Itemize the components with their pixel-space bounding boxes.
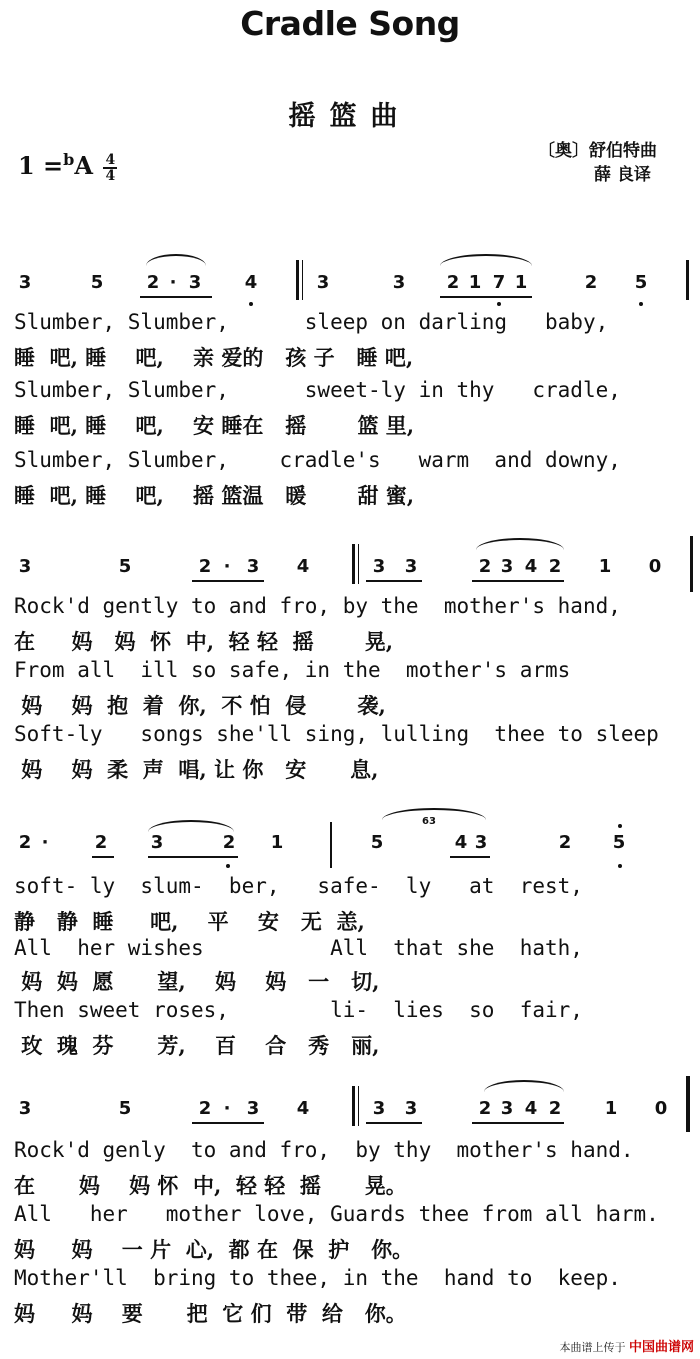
barline: [686, 260, 689, 300]
song-title: Cradle Song: [240, 4, 460, 43]
flat-sign: b: [63, 150, 75, 169]
key-note: A: [74, 151, 93, 180]
note: 3: [18, 556, 32, 577]
note: 3: [150, 832, 164, 853]
lyric-zh-2: 睡 吧, 睡 吧, 安 睡在 摇 篮 里,: [14, 413, 415, 438]
note: 5: [90, 272, 104, 293]
beam: [366, 580, 422, 582]
note: 5: [634, 272, 648, 293]
beam: [92, 856, 114, 858]
lyric-zh-1: 静 静 睡 吧, 平 安 无 恙,: [14, 909, 365, 934]
note: 3: [404, 556, 418, 577]
lyric-en-3: Soft-ly songs she'll sing, lulling thee to sleep: [14, 722, 659, 746]
lyric-en-1: soft- ly slum- ber, safe- ly at rest,: [14, 874, 583, 898]
song-subtitle: 摇篮曲: [288, 101, 412, 132]
beam: [366, 1122, 422, 1124]
composer-credit: 〔奥〕舒伯特曲: [538, 141, 657, 161]
lower-dot: [226, 864, 230, 868]
note: 2: [478, 556, 492, 577]
slur: [440, 254, 532, 266]
note: 3: [500, 556, 514, 577]
note: 1: [514, 272, 528, 293]
lyric-en-3: Mother'll bring to thee, in the hand to keep.: [14, 1266, 621, 1290]
lyric-zh-3: 玫 瑰 芬 芳, 百 合 秀 丽,: [14, 1033, 380, 1058]
lyric-zh-1: 在 妈 妈 怀 中, 轻 轻 摇 晃。: [14, 1173, 407, 1198]
time-signature: [103, 153, 117, 183]
note: 2: [18, 832, 32, 853]
lower-dot: [497, 302, 501, 306]
lyric-zh-2: 妈 妈 一 片 心, 都 在 保 护 你。: [14, 1237, 414, 1262]
dot-note: ·: [169, 272, 177, 293]
note: 4: [296, 1098, 310, 1119]
barline: [352, 1086, 355, 1126]
note: 5: [118, 1098, 132, 1119]
note: 3: [188, 272, 202, 293]
lyric-en-3: Slumber, Slumber, cradle's warm and downy,: [14, 448, 621, 472]
site-logo: 中国曲谱网: [628, 1340, 694, 1355]
lyric-zh-2: 妈 妈 抱 着 你, 不 怕 侵 袭,: [14, 693, 386, 718]
barline: [302, 260, 303, 300]
lyric-zh-2: 妈 妈 愿 望, 妈 妈 一 切,: [14, 969, 380, 994]
note: 5: [370, 832, 384, 853]
beam: [450, 856, 490, 858]
note: 3: [246, 556, 260, 577]
barline: [358, 544, 359, 584]
lyric-zh-3: 妈 妈 要 把 它 们 带 给 你。: [14, 1301, 407, 1326]
grace-note: 63: [422, 816, 436, 827]
note: 2: [548, 1098, 562, 1119]
note: 4: [454, 832, 468, 853]
key-prefix: 1 =: [18, 151, 64, 180]
beam: [192, 1122, 264, 1124]
note: 3: [372, 556, 386, 577]
note: 2: [558, 832, 572, 853]
note: 3: [372, 1098, 386, 1119]
note: 4: [524, 556, 538, 577]
note: 1: [468, 272, 482, 293]
note: 2: [446, 272, 460, 293]
lyric-en-1: Rock'd gently to and fro, by the mother's hand,: [14, 594, 621, 618]
beam: [472, 580, 564, 582]
lyric-en-1: Slumber, Slumber, sleep on darling baby,: [14, 310, 609, 334]
note: 5: [118, 556, 132, 577]
lyric-zh-3: 睡 吧, 睡 吧, 摇 篮温 暖 甜 蜜,: [14, 483, 415, 508]
time-bottom: 4: [103, 167, 117, 183]
note: 3: [404, 1098, 418, 1119]
beam: [148, 856, 238, 858]
note: 3: [392, 272, 406, 293]
dot-note: ·: [223, 1098, 231, 1119]
lyric-en-3: Then sweet roses, li- lies so fair,: [14, 998, 583, 1022]
lower-dot: [618, 864, 622, 868]
dot-note: ·: [223, 556, 231, 577]
slur: [476, 538, 564, 550]
barline: [690, 536, 693, 592]
lower-dot: [249, 302, 253, 306]
note: 3: [18, 272, 32, 293]
upload-watermark: [559, 1336, 694, 1355]
barline: [352, 544, 355, 584]
time-top: 4: [105, 151, 116, 168]
final-barline: [686, 1076, 690, 1132]
beam: [472, 1122, 564, 1124]
barline: [330, 822, 332, 868]
note: 2: [146, 272, 160, 293]
note: 3: [500, 1098, 514, 1119]
beam: [140, 296, 212, 298]
note: 1: [598, 556, 612, 577]
note: 2: [222, 832, 236, 853]
lyric-zh-1: 在 妈 妈 怀 中, 轻 轻 摇 晃,: [14, 629, 394, 654]
lyric-zh-1: 睡 吧, 睡 吧, 亲 爱的 孩 子 睡 吧,: [14, 345, 414, 370]
lyric-en-2: Slumber, Slumber, sweet-ly in thy cradle,: [14, 378, 621, 402]
lyric-zh-3: 妈 妈 柔 声 唱, 让 你 安 息,: [14, 757, 379, 782]
barline: [358, 1086, 359, 1126]
translator-credit: 薛 良译: [594, 165, 651, 185]
beam: [192, 580, 264, 582]
lower-dot: [639, 302, 643, 306]
lyric-en-2: All her wishes All that she hath,: [14, 936, 583, 960]
note: 4: [296, 556, 310, 577]
dot-note: ·: [41, 832, 49, 853]
lyric-en-2: From all ill so safe, in the mother's arms: [14, 658, 571, 682]
slur: [382, 808, 486, 820]
note: 0: [648, 556, 662, 577]
watermark-text: 本曲谱上传于: [559, 1341, 626, 1354]
lyric-en-1: Rock'd genly to and fro, by thy mother's hand.: [14, 1138, 634, 1162]
lyric-en-2: All her mother love, Guards thee from all harm.: [14, 1202, 659, 1226]
key-signature: [18, 150, 117, 183]
note: 1: [604, 1098, 618, 1119]
note: 2: [198, 556, 212, 577]
barline: [296, 260, 299, 300]
slur: [484, 1080, 564, 1092]
note: 2: [198, 1098, 212, 1119]
note: 4: [524, 1098, 538, 1119]
note: 7: [492, 272, 506, 293]
note: 3: [316, 272, 330, 293]
upper-dot: [618, 824, 622, 828]
note: 2: [94, 832, 108, 853]
note: 4: [244, 272, 258, 293]
note: 0: [654, 1098, 668, 1119]
beam: [440, 296, 532, 298]
note: 3: [18, 1098, 32, 1119]
note: 2: [478, 1098, 492, 1119]
note: 5: [612, 832, 626, 853]
note: 2: [584, 272, 598, 293]
slur: [148, 820, 234, 832]
slur: [146, 254, 206, 266]
note: 1: [270, 832, 284, 853]
note: 2: [548, 556, 562, 577]
note: 3: [246, 1098, 260, 1119]
note: 3: [474, 832, 488, 853]
